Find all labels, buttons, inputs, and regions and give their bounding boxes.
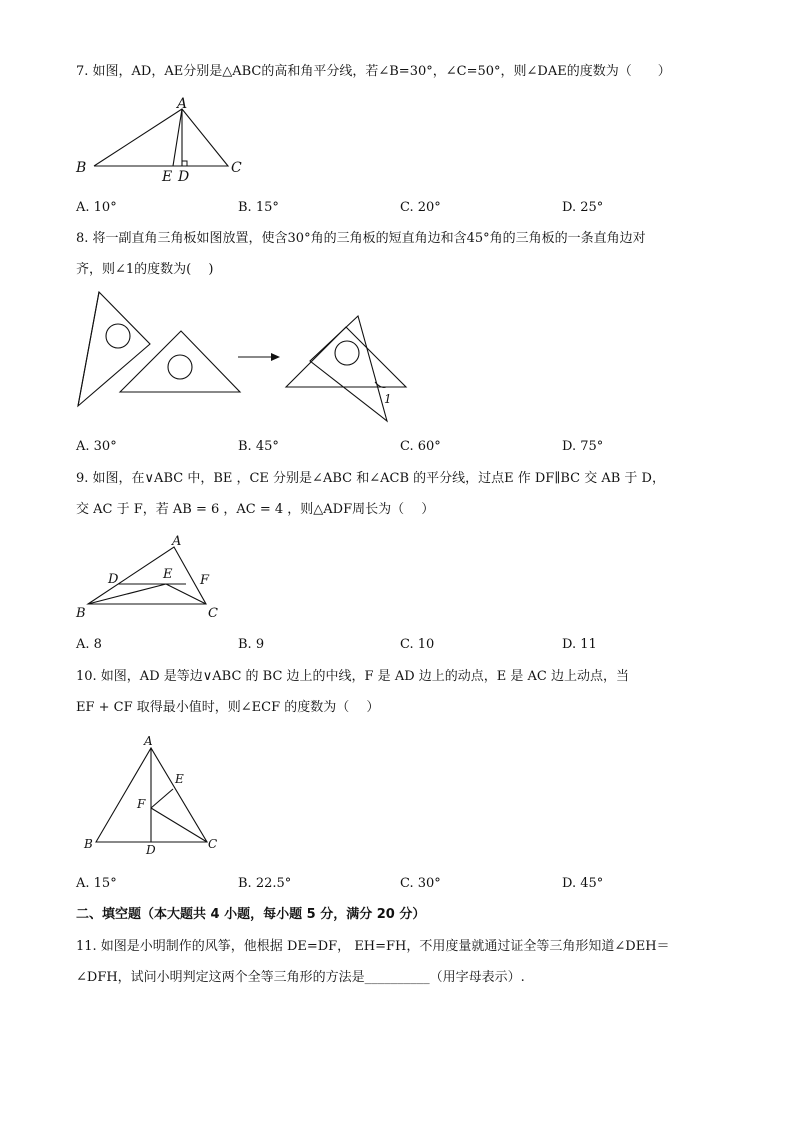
- q7-option-c[interactable]: C. 20°: [400, 200, 441, 215]
- q10-text-line2: EF + CF 取得最小值时，则∠ECF 的度数为（ ）: [76, 700, 380, 715]
- q7-label-d: D: [178, 169, 190, 185]
- q10-option-b[interactable]: B. 22.5°: [238, 876, 292, 891]
- q8-option-b[interactable]: B. 45°: [238, 439, 279, 454]
- q10-label-e: E: [175, 772, 184, 786]
- q10-label-a: A: [144, 734, 153, 748]
- q7-option-d[interactable]: D. 25°: [562, 200, 604, 215]
- q8-figure: [70, 290, 415, 425]
- q9-label-c: C: [208, 606, 218, 621]
- q8-angle-1-label: 1: [384, 392, 392, 406]
- q10-text-line1: 10. 如图，AD 是等边∨ABC 的 BC 边上的中线，F 是 AD 边上的动点，E 是 AC 边上动点，当: [76, 669, 629, 684]
- q7-label-b: B: [76, 160, 87, 176]
- q10-figure: [76, 730, 236, 860]
- q7-label-e: E: [162, 169, 173, 185]
- q9-label-d: D: [108, 572, 119, 587]
- q8-option-c[interactable]: C. 60°: [400, 439, 441, 454]
- q7-option-a[interactable]: A. 10°: [76, 200, 117, 215]
- q9-text-line1: 9. 如图，在∨ABC 中，BE ，CE 分别是∠ABC 和∠ACB 的平分线，过点E 作 DF∥BC 交 AB 于 D，: [76, 471, 665, 486]
- q9-option-b[interactable]: B. 9: [238, 637, 265, 652]
- q8-option-a[interactable]: A. 30°: [76, 439, 117, 454]
- q7-label-c: C: [231, 160, 242, 176]
- q9-option-a[interactable]: A. 8: [76, 637, 102, 652]
- q9-label-a: A: [172, 534, 182, 549]
- q7-figure: [70, 92, 260, 187]
- section2-title: 二、填空题（本大题共 4 小题，每小题 5 分，满分 20 分）: [76, 907, 426, 922]
- q10-label-c: C: [208, 837, 218, 851]
- q9-label-b: B: [76, 606, 86, 621]
- q10-label-b: B: [84, 837, 93, 851]
- q9-option-d[interactable]: D. 11: [562, 637, 597, 652]
- q7-option-b[interactable]: B. 15°: [238, 200, 279, 215]
- q11-text-line1: 11. 如图是小明制作的风筝，他根据 DE=DF， EH=FH，不用度量就通过证全等三角形知道∠DEH＝: [76, 939, 670, 954]
- q8-text-line1: 8. 将一副直角三角板如图放置，使含30°角的三角板的短直角边和含45°角的三角板的一条直角边对: [76, 231, 646, 246]
- q8-option-d[interactable]: D. 75°: [562, 439, 604, 454]
- q7-text-line1: 7. 如图，AD，AE分别是△ABC的高和角平分线，若∠B=30°，∠C=50°，则∠DAE的度数为（ ）: [76, 64, 671, 79]
- q9-option-c[interactable]: C. 10: [400, 637, 435, 652]
- q9-label-e: E: [163, 567, 173, 582]
- q8-text-line2: 齐，则∠1的度数为( ): [76, 262, 214, 277]
- q10-option-d[interactable]: D. 45°: [562, 876, 604, 891]
- q9-text-line2: 交 AC 于 F，若 AB = 6 ，AC = 4 ，则△ADF周长为（ ）: [76, 502, 435, 517]
- q9-label-f: F: [200, 573, 210, 588]
- q7-label-a: A: [177, 96, 188, 112]
- q11-text-line2: ∠DFH，试问小明判定这两个全等三角形的方法是__________（用字母表示）.: [76, 970, 525, 985]
- q10-label-d: D: [146, 843, 156, 857]
- q10-option-a[interactable]: A. 15°: [76, 876, 117, 891]
- q10-option-c[interactable]: C. 30°: [400, 876, 441, 891]
- q9-figure: [70, 530, 230, 625]
- q10-label-f: F: [137, 797, 146, 811]
